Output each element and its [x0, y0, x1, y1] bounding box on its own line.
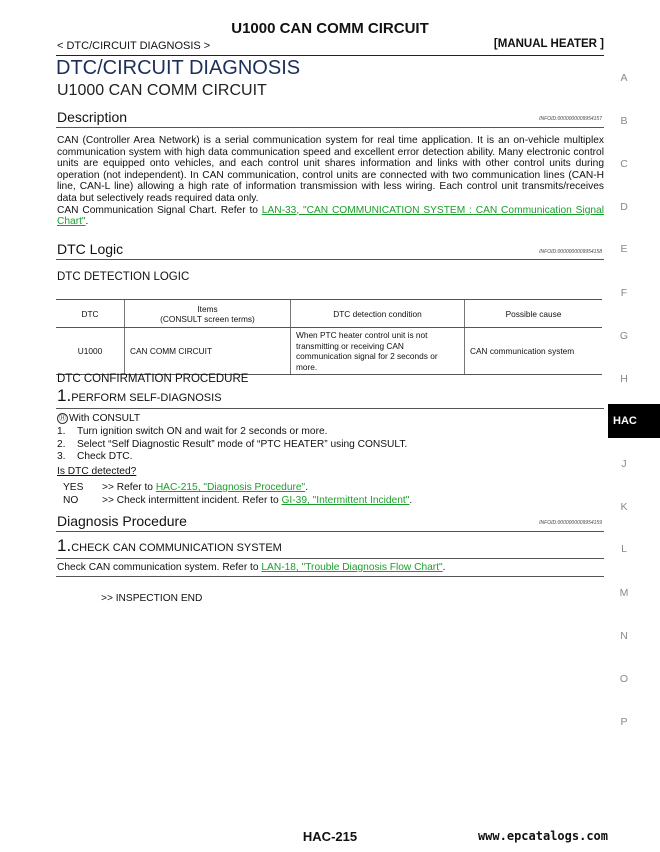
- list-item-number: 3.: [57, 451, 66, 462]
- list-item-number: 2.: [57, 438, 66, 450]
- side-index-l[interactable]: L: [621, 543, 627, 555]
- step-title: PERFORM SELF-DIAGNOSIS: [71, 392, 222, 404]
- diagnosis-suffix: .: [442, 562, 446, 573]
- side-index-p[interactable]: P: [620, 716, 628, 728]
- dtc-logic-infoid: INFOID:0000000009954158: [539, 249, 602, 255]
- diagnosis-procedure-link[interactable]: HAC-215, "Diagnosis Procedure": [155, 482, 306, 493]
- manual-label: [MANUAL HEATER ]: [493, 38, 604, 50]
- list-item: [57, 426, 407, 439]
- description-heading: Description: [57, 109, 128, 125]
- dtc-question: Is DTC detected?: [57, 466, 137, 477]
- no-row: [63, 495, 412, 506]
- consult-line: [57, 413, 140, 424]
- diagnosis-infoid: INFOID:0000000009954159: [539, 520, 602, 526]
- description-text: CAN (Controller Area Network) is a serial communication system for real time application. It is an on-vehicle multiplex communication system with high data communication speed and excellent error detection ability. Many electronic control units are equipped onto vehicles, and each control unit shares information and links with other control units during operation (not independent). In CAN communication, control units are connected with two communication lines (CAN-H line, CAN-L line) allowing a high rate of information transmission with less wiring. Each control unit transmits/receives data but selectively reads required data only.: [57, 135, 604, 204]
- side-index-a[interactable]: A: [620, 72, 628, 84]
- dtc-detection-heading: DTC DETECTION LOGIC: [57, 271, 190, 283]
- cell-dtc: U1000: [56, 328, 125, 375]
- consult-label: With CONSULT: [69, 413, 141, 425]
- diagnosis-body: [57, 562, 445, 573]
- confirmation-step: [57, 386, 222, 406]
- diagnosis-step: [57, 536, 282, 556]
- list-item-text: Turn ignition switch ON and wait for 2 seconds or more.: [77, 426, 328, 437]
- table-header-row: [56, 300, 602, 328]
- description-body: [57, 135, 604, 228]
- yes-prefix: >> Refer to: [102, 482, 156, 493]
- cell-condition: When PTC heater control unit is not transmitting or receiving CAN communication signal for 2 seconds or more.: [291, 328, 465, 375]
- step-number: 1.: [57, 536, 72, 555]
- header-divider: [56, 55, 604, 56]
- side-index-m[interactable]: M: [619, 587, 629, 599]
- section-title: DTC/CIRCUIT DIAGNOSIS: [56, 57, 301, 79]
- side-index-k[interactable]: K: [620, 501, 628, 513]
- breadcrumb: < DTC/CIRCUIT DIAGNOSIS >: [57, 40, 211, 52]
- diagnosis-prefix: Check CAN communication system. Refer to: [57, 562, 262, 573]
- list-item-number: 1.: [57, 426, 66, 437]
- refer-prefix: CAN Communication Signal Chart. Refer to: [57, 204, 262, 216]
- side-index-o[interactable]: O: [619, 673, 629, 685]
- side-index-f[interactable]: F: [620, 287, 628, 299]
- intermittent-incident-link[interactable]: GI-39, "Intermittent Incident": [281, 495, 410, 506]
- side-index-h[interactable]: H: [620, 373, 628, 385]
- header-items: Items (CONSULT screen terms): [125, 300, 291, 328]
- list-item-text: Check DTC.: [77, 451, 133, 462]
- side-index-d[interactable]: D: [620, 201, 628, 213]
- side-index-c[interactable]: C: [620, 158, 628, 170]
- diagnosis-divider: [56, 531, 604, 532]
- inspection-end: >> INSPECTION END: [101, 593, 203, 604]
- diagnosis-step-divider: [56, 558, 604, 559]
- active-section-tab[interactable]: HAC: [608, 404, 660, 438]
- side-index-g[interactable]: G: [619, 330, 629, 342]
- step-number: 1.: [57, 386, 72, 405]
- yes-label: YES: [63, 482, 84, 493]
- no-label: NO: [63, 495, 79, 506]
- procedure-steps: [57, 426, 407, 464]
- dtc-confirmation-heading: DTC CONFIRMATION PROCEDURE: [57, 373, 249, 385]
- watermark-url: www.epcatalogs.com: [477, 829, 608, 843]
- dtc-logic-divider: [56, 259, 604, 260]
- header-condition: DTC detection condition: [291, 300, 465, 328]
- step-title: CHECK CAN COMMUNICATION SYSTEM: [71, 542, 282, 554]
- list-item-text: Select “Self Diagnostic Result” mode of “PTC HEATER” using CONSULT.: [77, 438, 408, 450]
- no-suffix: .: [409, 495, 413, 506]
- dtc-table: [56, 299, 602, 375]
- cell-items: CAN COMM CIRCUIT: [125, 328, 291, 375]
- side-index-n[interactable]: N: [620, 630, 628, 642]
- can-signal-chart-link[interactable]: LAN-33, "CAN COMMUNICATION SYSTEM : CAN Communication Signal Chart": [57, 204, 604, 228]
- page-top-title: U1000 CAN COMM CIRCUIT: [231, 20, 429, 37]
- step-divider: [56, 408, 604, 409]
- side-index-b[interactable]: B: [620, 115, 628, 127]
- refer-suffix: .: [85, 216, 89, 228]
- list-item: [57, 451, 407, 464]
- header-cause: Possible cause: [465, 300, 603, 328]
- no-prefix: >> Check intermittent incident. Refer to: [102, 495, 282, 506]
- side-index-e[interactable]: E: [620, 243, 628, 255]
- diagnosis-heading: Diagnosis Procedure: [57, 513, 187, 529]
- section-subtitle: U1000 CAN COMM CIRCUIT: [57, 82, 267, 99]
- header-dtc: DTC: [56, 300, 125, 328]
- page-number: HAC-215: [302, 829, 358, 844]
- trouble-flow-chart-link[interactable]: LAN-18, "Trouble Diagnosis Flow Chart": [261, 562, 443, 573]
- list-item: [57, 439, 407, 452]
- dtc-logic-heading: DTC Logic: [57, 241, 124, 257]
- diagnosis-body-divider: [56, 576, 604, 577]
- side-index-j[interactable]: J: [621, 458, 627, 470]
- yes-row: [63, 482, 308, 493]
- table-row: [56, 328, 602, 375]
- yes-suffix: .: [305, 482, 309, 493]
- description-infoid: INFOID:0000000009954157: [539, 116, 602, 122]
- cell-cause: CAN communication system: [465, 328, 603, 375]
- description-divider: [56, 127, 604, 128]
- consult-icon: Ⓗ: [59, 415, 66, 422]
